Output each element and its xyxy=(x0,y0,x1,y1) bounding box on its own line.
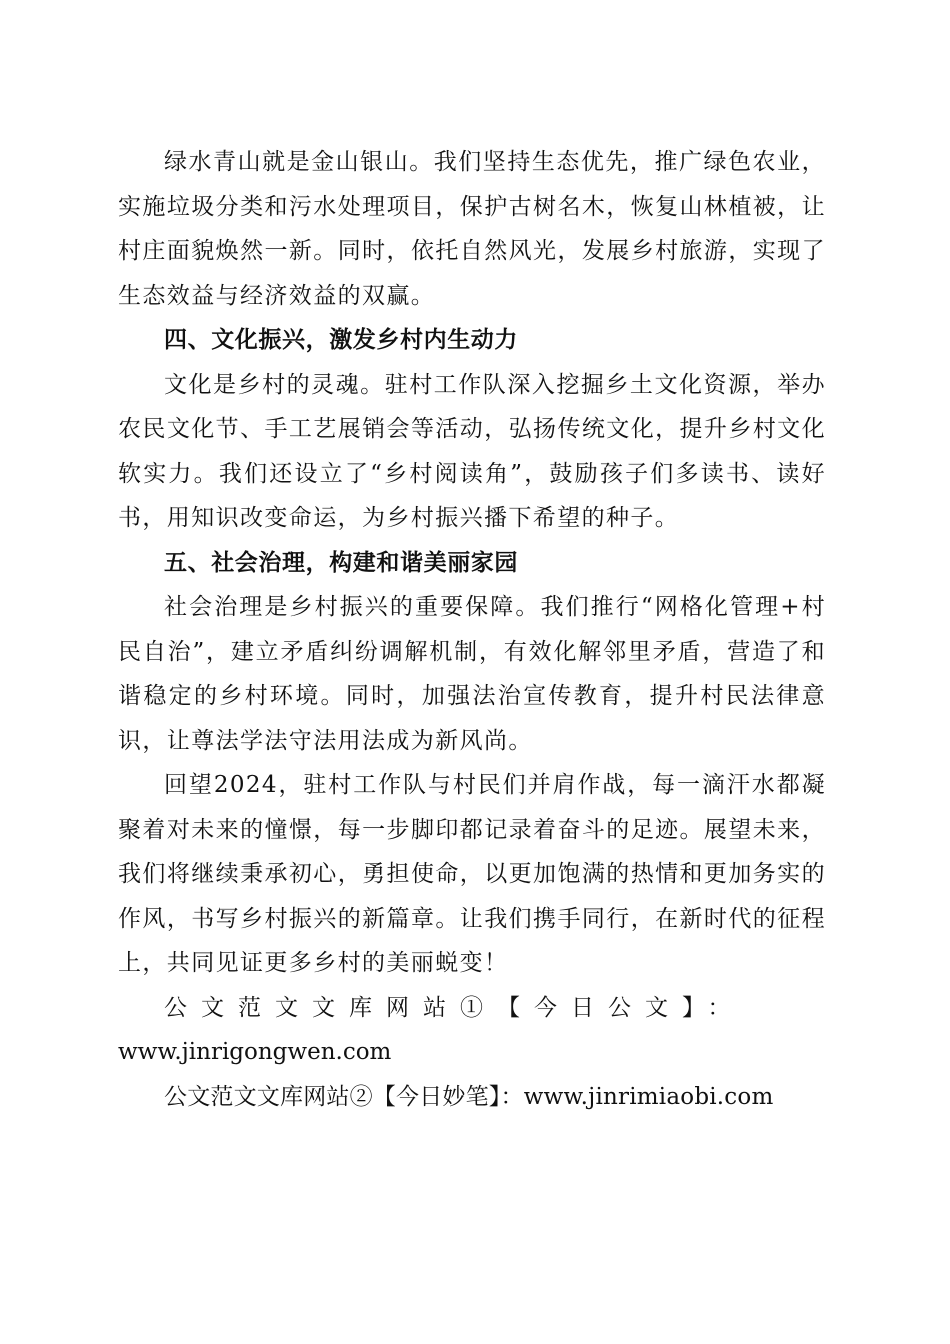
website-line-1 xyxy=(118,986,826,1075)
website-1-label: 公文范文文库网站①【今日公文】： xyxy=(164,994,745,1021)
website-2-url[interactable]: www.jinrimiaobi.com xyxy=(523,1083,774,1110)
website-line-2 xyxy=(118,1075,826,1120)
website-1-url[interactable]: www.jinrigongwen.com xyxy=(118,1039,392,1065)
paragraph-governance: 社会治理是乡村振兴的重要保障。我们推行“网格化管理+村民自治”，建立矛盾纠纷调解机制，有效化解邻里矛盾，营造了和谐稳定的乡村环境。同时，加强法治宣传教育，提升村民法律意识，让尊法学法守法用法成为新风尚。 xyxy=(118,594,826,754)
document-body xyxy=(118,140,826,1119)
paragraph-conclusion: 回望2024，驻村工作队与村民们并肩作战，每一滴汗水都凝聚着对未来的憧憬，每一步脚印都记录着奋斗的足迹。展望未来，我们将继续秉承初心，勇担使命，以更加饱满的热情和更加务实的作风，书写乡村振兴的新篇章。让我们携手同行，在新时代的征程上，共同见证更多乡村的美丽蜕变！ xyxy=(118,772,826,976)
section-heading-governance: 五、社会治理，构建和谐美丽家园 xyxy=(164,549,518,576)
paragraph-ecology: 绿水青山就是金山银山。我们坚持生态优先，推广绿色农业，实施垃圾分类和污水处理项目，保护古树名木，恢复山林植被，让村庄面貌焕然一新。同时，依托自然风光，发展乡村旅游，实现了生态效益与经济效益的双赢。 xyxy=(118,149,826,309)
section-heading-culture: 四、文化振兴，激发乡村内生动力 xyxy=(164,327,518,353)
paragraph-culture: 文化是乡村的灵魂。驻村工作队深入挖掘乡土文化资源，举办农民文化节、手工艺展销会等活动，弘扬传统文化，提升乡村文化软实力。我们还设立了“乡村阅读角”，鼓励孩子们多读书、读好书，用知识改变命运，为乡村振兴播下希望的种子。 xyxy=(118,371,826,531)
website-2-label: 公文范文文库网站②【今日妙笔】： xyxy=(164,1083,524,1110)
